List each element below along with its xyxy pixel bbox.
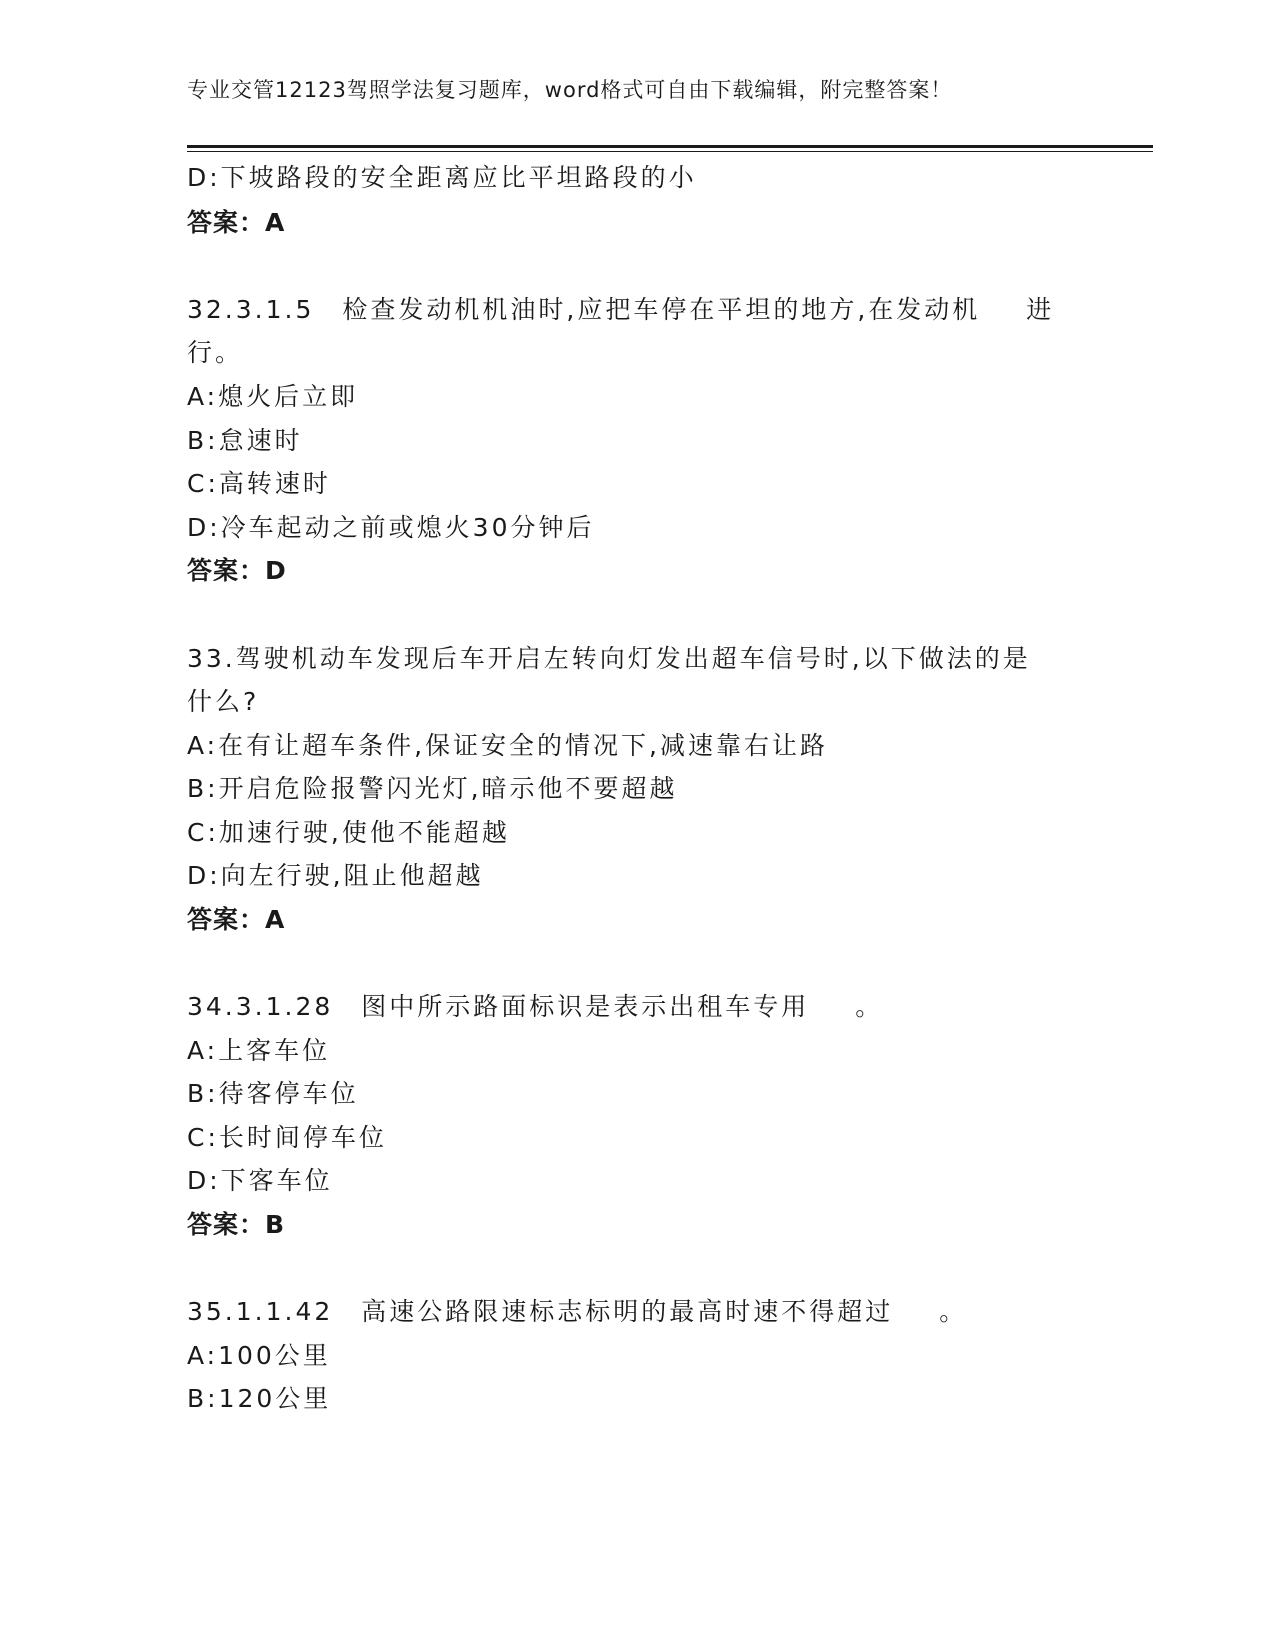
q32-stem-tail: 进 <box>1026 295 1055 324</box>
q33-option-d: D:向左行驶,阻止他超越 <box>187 861 484 890</box>
q34-option-b: B:待客停车位 <box>187 1079 359 1108</box>
q33-stem: 33.驾驶机动车发现后车开启左转向灯发出超车信号时,以下做法的是 <box>187 644 1031 673</box>
q34-stem <box>187 987 883 1023</box>
q32-stem-text: 32.3.1.5 检查发动机机油时,应把车停在平坦的地方,在发动机 <box>187 295 981 324</box>
header-rule-thin <box>187 151 1153 152</box>
q35-option-a: A:100公里 <box>187 1341 331 1370</box>
q32-option-b: B:怠速时 <box>187 426 303 455</box>
q35-option-b: B:120公里 <box>187 1384 332 1413</box>
q34-answer: 答案：B <box>187 1210 286 1239</box>
header-rule-thick <box>187 145 1153 148</box>
q33-stem-line2: 什么? <box>187 687 260 716</box>
q32-option-a: A:熄火后立即 <box>187 382 359 411</box>
q34-stem-tail: 。 <box>855 992 884 1021</box>
q32-option-d: D:冷车起动之前或熄火30分钟后 <box>187 513 595 542</box>
page-header: 专业交管12123驾照学法复习题库，word格式可自由下载编辑，附完整答案！ <box>187 78 953 102</box>
q33-option-c: C:加速行驶,使他不能超越 <box>187 818 510 847</box>
q35-stem-text: 35.1.1.42 高速公路限速标志标明的最高时速不得超过 <box>187 1297 894 1326</box>
q34-stem-text: 34.3.1.28 图中所示路面标识是表示出租车专用 <box>187 992 810 1021</box>
q32-stem-line2: 行。 <box>187 338 244 367</box>
q33-option-b: B:开启危险报警闪光灯,暗示他不要超越 <box>187 774 678 803</box>
q33-option-a: A:在有让超车条件,保证安全的情况下,减速靠右让路 <box>187 731 828 760</box>
q34-option-a: A:上客车位 <box>187 1036 331 1065</box>
q31-option-d: D:下坡路段的安全距离应比平坦路段的小 <box>187 163 697 192</box>
q32-option-c: C:高转速时 <box>187 469 331 498</box>
q35-stem <box>187 1292 967 1328</box>
q31-answer: 答案：A <box>187 208 286 237</box>
q33-answer: 答案：A <box>187 905 286 934</box>
q32-stem <box>187 290 1054 326</box>
q34-option-d: D:下客车位 <box>187 1166 333 1195</box>
q35-stem-tail: 。 <box>939 1297 968 1326</box>
q34-option-c: C:长时间停车位 <box>187 1123 387 1152</box>
q32-answer: 答案：D <box>187 556 287 585</box>
